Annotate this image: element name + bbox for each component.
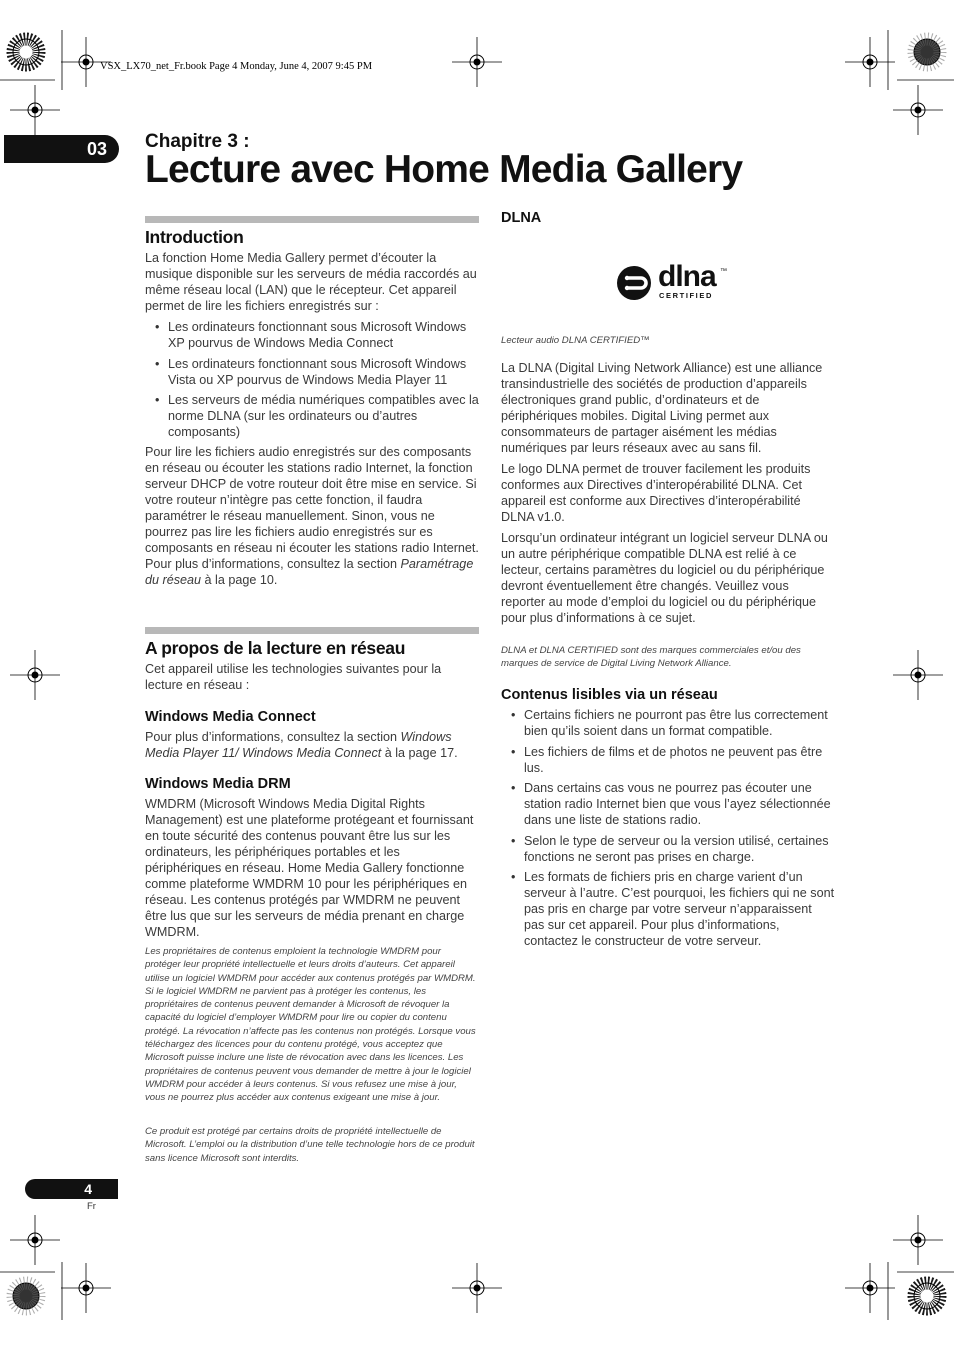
network-settings-link[interactable]: Paramétrage du réseau [145, 556, 474, 587]
dlna-paragraph-2: Le logo DLNA permet de trouver facilement les produits conformes aux Directives d’interopérabilité DLNA. Cet appareil est conforme aux Directives d’interopérabilité DLNA v1.0. [501, 462, 811, 524]
chapter-label: Chapitre 3 : [145, 131, 250, 152]
playable-heading: Contenus lisibles via un réseau [501, 687, 718, 703]
wmc-paragraph [145, 729, 479, 761]
section-bar [145, 216, 479, 223]
dlna-paragraph-1: La DLNA (Digital Living Network Alliance) est une alliance transindustrielle des sociétés de production d’appareils électroniques grand public, d’ordinateurs et de périphériques mobiles. Digital Living permet aux consommateurs de partager aisément les médias numériques par leurs réseaux avec au sans fil. [501, 361, 823, 455]
wmc-text: Pour plus d’informations, consultez la section [145, 730, 398, 744]
intro-list [145, 319, 479, 440]
list-item: • Les formats de fichiers pris en charge varient d’un serveur à l’autre. C’est pourquoi, les fichiers qui ne sont pas pris en charge par votre serveur n’apparaissent pas sur cet appareil. Pour plus d’informations, contactez le constructeur de votre serveur. [501, 869, 835, 949]
drm-paragraph: WMDRM (Microsoft Windows Media Digital Rights Management) est une plateforme protégeant et fournissant en toute sécurité des contenus pouvant être lus sur les ordinateurs, les périphériques portables et les périphériques en réseau. Home Media Gallery fonctionne comme plateforme WMDRM 10 pour les périphériques en réseau. Les contenus protégés par WMDRM ne peuvent être lus que sur les serveurs de média prenant en charge WMDRM. [145, 797, 474, 939]
dlna-paragraph-3: Lorsqu’un ordinateur intégrant un logiciel serveur DLNA ou un autre périphérique compatible DLNA est relié à ce lecteur, certains paramètres du logiciel ou du périphérique devront éventuellement être changés. Veuillez vous reporter au mode d’emploi du logiciel ou du périphérique pour plus d’informations à ce sujet. [501, 531, 828, 625]
dlna-trademark-note: DLNA et DLNA CERTIFIED sont des marques commerciales et/ou des marques de service de Digital Living Network Alliance. [501, 645, 801, 670]
intro-heading: Introduction [145, 227, 244, 247]
chapter-title: Lecture avec Home Media Gallery [145, 148, 743, 191]
dlna-logo-certified: CERTIFIED [659, 291, 713, 300]
intro-paragraph: La fonction Home Media Gallery permet d’écouter la musique disponible sur les serveurs de média raccordés au même réseau local (LAN) que le récepteur. Cet appareil permet de lire les fichiers enregistrés sur : [145, 251, 477, 313]
list-item: • Dans certains cas vous ne pourrez pas écouter une station radio Internet bien que vous l’ayez sélectionnée dans une liste de stations radio. [501, 780, 835, 828]
dhcp-tail: à la page 10. [204, 572, 278, 587]
page-number: 4 [25, 1179, 118, 1199]
page-language: Fr [87, 1201, 96, 1212]
dhcp-paragraph [145, 444, 479, 588]
network-heading: A propos de la lecture en réseau [145, 638, 406, 658]
wmc-link[interactable]: Windows Media Player 11/ Windows Media Connect [145, 730, 452, 760]
dlna-logo-word: dlna [658, 260, 716, 293]
print-header: VSX_LX70_net_Fr.book Page 4 Monday, June 4, 2007 9:45 PM [100, 61, 373, 72]
list-item: • Certains fichiers ne pourront pas être lus correctement bien qu’ils soient dans un format compatible. [501, 707, 835, 739]
dlna-caption: Lecteur audio DLNA CERTIFIED™ [501, 335, 650, 346]
dlna-logo [616, 262, 736, 304]
section-bar [145, 627, 479, 634]
intro-section [145, 250, 479, 588]
drm-note-microsoft: Ce produit est protégé par certains droits de propriété intellectuelle de Microsoft. L’emploi ou la distribution d’une telle technologie hors de ce produit sans licence Microsoft sont interdits. [145, 1126, 475, 1164]
list-item: • Selon le type de serveur ou la version utilisé, certaines fonctions ne seront pas prises en charge. [501, 833, 835, 865]
drm-heading: Windows Media DRM [145, 776, 291, 792]
list-item: • Les fichiers de films et de photos ne peuvent pas être lus. [501, 744, 835, 776]
chapter-number-tab: 03 [4, 135, 119, 163]
list-item: • Les ordinateurs fonctionnant sous Microsoft Windows XP pourvus de Windows Media Connect [145, 319, 479, 351]
dlna-emblem-icon [616, 262, 658, 304]
network-intro: Cet appareil utilise les technologies suivantes pour la lecture en réseau : [145, 662, 442, 692]
playable-list [501, 707, 835, 954]
dlna-heading: DLNA [501, 210, 542, 226]
dhcp-text: Pour lire les fichiers audio enregistrés sur des composants en réseau ou écouter les stations radio Internet, la fonction serveur DHCP de votre routeur doit être mise en service. Si votre routeur n’intègre pas cette fonction, il faudra paramétrer le réseau manuellement. Sinon, vous ne pourrez pas lire les fichiers audio enregistrés sur es composants en réseau ni écouter les stations radio Internet. Pour plus d’informations, consultez la section [145, 444, 479, 571]
list-item: • Les serveurs de média numériques compatibles avec la norme DLNA (sur les ordinateurs ou d’autres composants) [145, 392, 479, 440]
drm-note: Les propriétaires de contenus emploient la technologie WMDRM pour protéger leur propriété intellectuelle et leurs droits d’auteurs. Cet appareil utilise un logiciel WMDRM pour accéder aux contenus protégés par WMDRM. Si le logiciel WMDRM ne parvient pas à protéger les contenus, les propriétaires de contenus peuvent demander à Microsoft de révoquer la capacité du logiciel d’employer WMDRM pour lire ou copier du contenu protégé. La révocation n’affecte pas les contenus non protégés. Lorsque vous téléchargez des licences pour du contenu protégé, vous acceptez que Microsoft puisse inclure une liste de révocation avec dans les licences. Les propriétaires de contenus peuvent vous demander de mettre à jour le logiciel WMDRM pour accéder à leurs contenus. Si vous refusez une mise à jour, vous ne pourrez plus accéder aux contenus exigeant une mise à jour. [145, 946, 476, 1104]
wmc-tail: à la page 17. [384, 746, 458, 760]
wmc-heading: Windows Media Connect [145, 709, 316, 725]
dlna-logo-tm: ™ [720, 268, 727, 275]
list-item: • Les ordinateurs fonctionnant sous Microsoft Windows Vista ou XP pourvus de Windows Media Player 11 [145, 356, 479, 388]
